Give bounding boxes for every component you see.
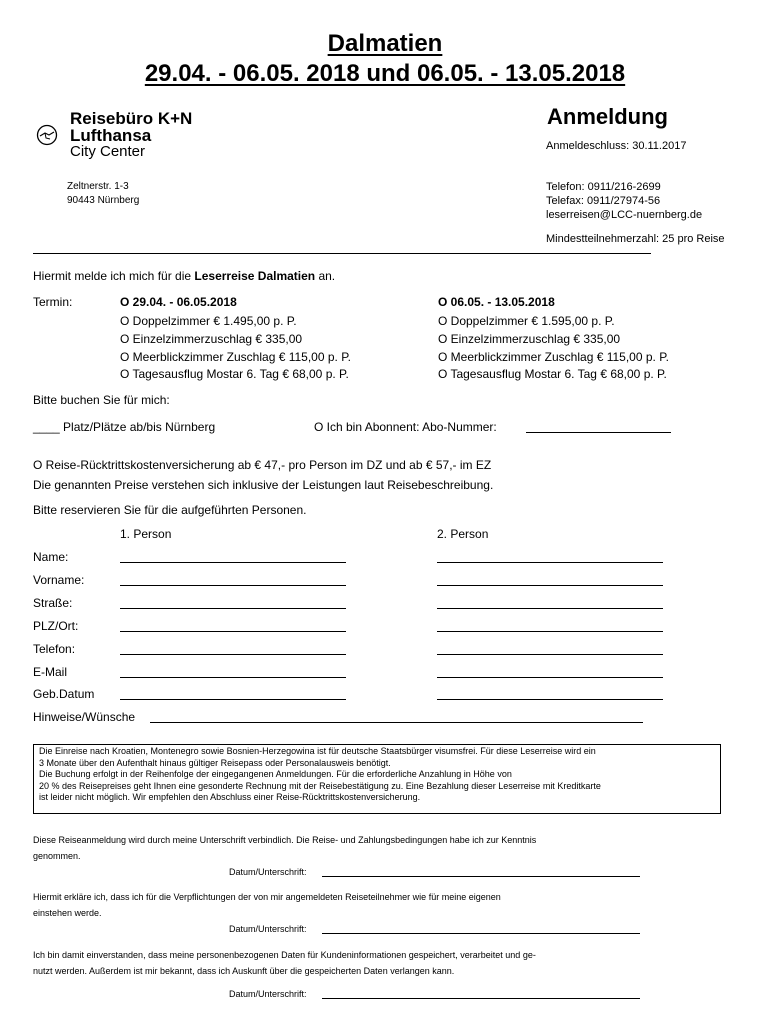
option-seaview-2[interactable]: O Meerblickzimmer Zuschlag € 115,00 p. P. [438,350,669,364]
field-label-birthdate: Geb.Datum [33,687,95,701]
intro-text [33,269,335,283]
min-participants: Mindestteilnehmerzahl: 25 pro Reise [546,233,725,245]
abo-number-field[interactable] [526,432,671,433]
declaration-liability-line1: Hiermit erkläre ich, dass ich für die Verpflichtungen der von mir angemeldeten Reiseteilnehmer wie für meine eigenen [33,892,501,902]
registration-heading: Anmeldung [547,104,668,129]
contact-phone: Telefon: 0911/216-2699 [546,181,661,193]
field-label-notes: Hinweise/Wünsche [33,710,136,724]
insurance-option[interactable]: O Reise-Rücktrittskostenversicherung ab € 47,- pro Person im DZ und ab € 57,- im EZ [33,458,492,472]
person-2-phone-field[interactable] [437,654,663,655]
field-label-name: Name: [33,550,69,564]
signature-label-1: Datum/Unterschrift: [229,867,307,877]
option-mostar-trip-1[interactable]: O Tagesausflug Mostar 6. Tag € 68,00 p. P. [120,367,349,381]
person-2-street-field[interactable] [437,608,663,609]
seats-line[interactable] [33,420,215,434]
signature-label-2: Datum/Unterschrift: [229,924,307,934]
contact-fax: Telefax: 0911/27974-56 [546,195,661,207]
field-label-phone: Telefon: [33,642,76,656]
field-label-street: Straße: [33,596,73,610]
travel-notice-box [33,744,721,814]
person-1-street-field[interactable] [120,608,346,609]
lufthansa-crane-logo [36,124,58,146]
notice-line: Die Buchung erfolgt in der Reihenfolge der eingegangenen Anmeldungen. Für die erforderliche Anzahlung in Höhe von [39,769,512,780]
agency-subbrand: City Center [70,143,146,160]
prices-note: Die genannten Preise verstehen sich inklusive der Leistungen laut Reisebeschreibung. [33,478,494,492]
signature-field-1[interactable] [322,876,640,877]
reserve-note: Bitte reservieren Sie für die aufgeführten Personen. [33,503,307,517]
option-date-1[interactable]: O 29.04. - 06.05.2018 [120,295,237,309]
person-1-zip-city-field[interactable] [120,631,346,632]
signature-label-3: Datum/Unterschrift: [229,989,307,999]
intro-suffix: an. [315,269,336,283]
header-divider [33,253,651,254]
intro-trip-name: Leserreise Dalmatien [194,269,316,283]
person-2-name-field[interactable] [437,562,663,563]
person-2-zip-city-field[interactable] [437,631,663,632]
field-label-firstname: Vorname: [33,573,85,587]
agency-street: Zeltnerstr. 1-3 [67,181,129,192]
notice-line: ist leider nicht möglich. Wir empfehlen den Abschluss einer Reise-Rücktrittskostenversicherung. [39,792,421,803]
person-1-name-field[interactable] [120,562,346,563]
booking-request: Bitte buchen Sie für mich: [33,393,170,407]
notice-line: 20 % des Reisepreises geht Ihnen eine gesonderte Rechnung mit der Reisebestätigung zu. Eine Bezahlung dieser Leserreise mit Kreditkarte [39,780,601,791]
notes-field[interactable] [150,722,643,723]
termin-label: Termin: [33,295,73,309]
person-1-email-field[interactable] [120,677,346,678]
person-1-heading: 1. Person [120,527,172,541]
declaration-privacy-line1: Ich bin damit einverstanden, dass meine personenbezogenen Daten für Kundeninformationen gespeichert, verarbeitet und ge- [33,950,536,960]
person-2-heading: 2. Person [437,527,489,541]
declaration-binding-line2: genommen. [33,851,81,861]
option-date-2[interactable]: O 06.05. - 13.05.2018 [438,295,555,309]
page-subtitle-dates: 29.04. - 06.05. 2018 und 06.05. - 13.05.2018 [144,60,626,87]
notice-line: Die Einreise nach Kroatien, Montenegro sowie Bosnien-Herzegowina ist für deutsche Staatsbürger visumsfrei. Für diese Leserreise wird ein [39,746,596,756]
field-label-email: E-Mail [33,665,68,679]
signature-field-2[interactable] [322,933,640,934]
person-1-phone-field[interactable] [120,654,346,655]
declaration-binding-line1: Diese Reiseanmeldung wird durch meine Unterschrift verbindlich. Die Reise- und Zahlungsbedingungen habe ich zur Kenntnis [33,835,537,845]
declaration-privacy-line2: nutzt werden. Außerdem ist mir bekannt, dass ich Auskunft über die gespeicherten Daten verlangen kann. [33,966,455,976]
person-1-firstname-field[interactable] [120,585,346,586]
agency-city: 90443 Nürnberg [67,195,140,206]
option-single-supplement-1[interactable]: O Einzelzimmerzuschlag € 335,00 [120,332,303,346]
option-seaview-1[interactable]: O Meerblickzimmer Zuschlag € 115,00 p. P. [120,350,351,364]
declaration-liability-line2: einstehen werde. [33,908,102,918]
contact-email[interactable]: leserreisen@LCC-nuernberg.de [546,209,703,221]
registration-deadline: Anmeldeschluss: 30.11.2017 [546,140,687,152]
signature-field-3[interactable] [322,998,640,999]
subscriber-option[interactable]: O Ich bin Abonnent: Abo-Nummer: [314,420,497,434]
notice-line: 3 Monate über den Aufenthalt hinaus gültiger Reisepass oder Personalausweis benötigt. [39,757,391,768]
seats-blank[interactable]: ____ [33,420,60,434]
person-1-birthdate-field[interactable] [120,699,346,700]
agency-brand: Lufthansa [70,126,152,145]
option-mostar-trip-2[interactable]: O Tagesausflug Mostar 6. Tag € 68,00 p. P. [438,367,667,381]
agency-name: Reisebüro K+N [70,109,193,128]
person-2-firstname-field[interactable] [437,585,663,586]
option-double-room-1[interactable]: O Doppelzimmer € 1.495,00 p. P. [120,314,297,328]
option-single-supplement-2[interactable]: O Einzelzimmerzuschlag € 335,00 [438,332,621,346]
intro-prefix: Hiermit melde ich mich für die [33,269,195,283]
field-label-zip-city: PLZ/Ort: [33,619,79,633]
page-title: Dalmatien [327,30,443,57]
person-2-birthdate-field[interactable] [437,699,663,700]
option-double-room-2[interactable]: O Doppelzimmer € 1.595,00 p. P. [438,314,615,328]
person-2-email-field[interactable] [437,677,663,678]
seats-label: Platz/Plätze ab/bis Nürnberg [63,420,216,434]
